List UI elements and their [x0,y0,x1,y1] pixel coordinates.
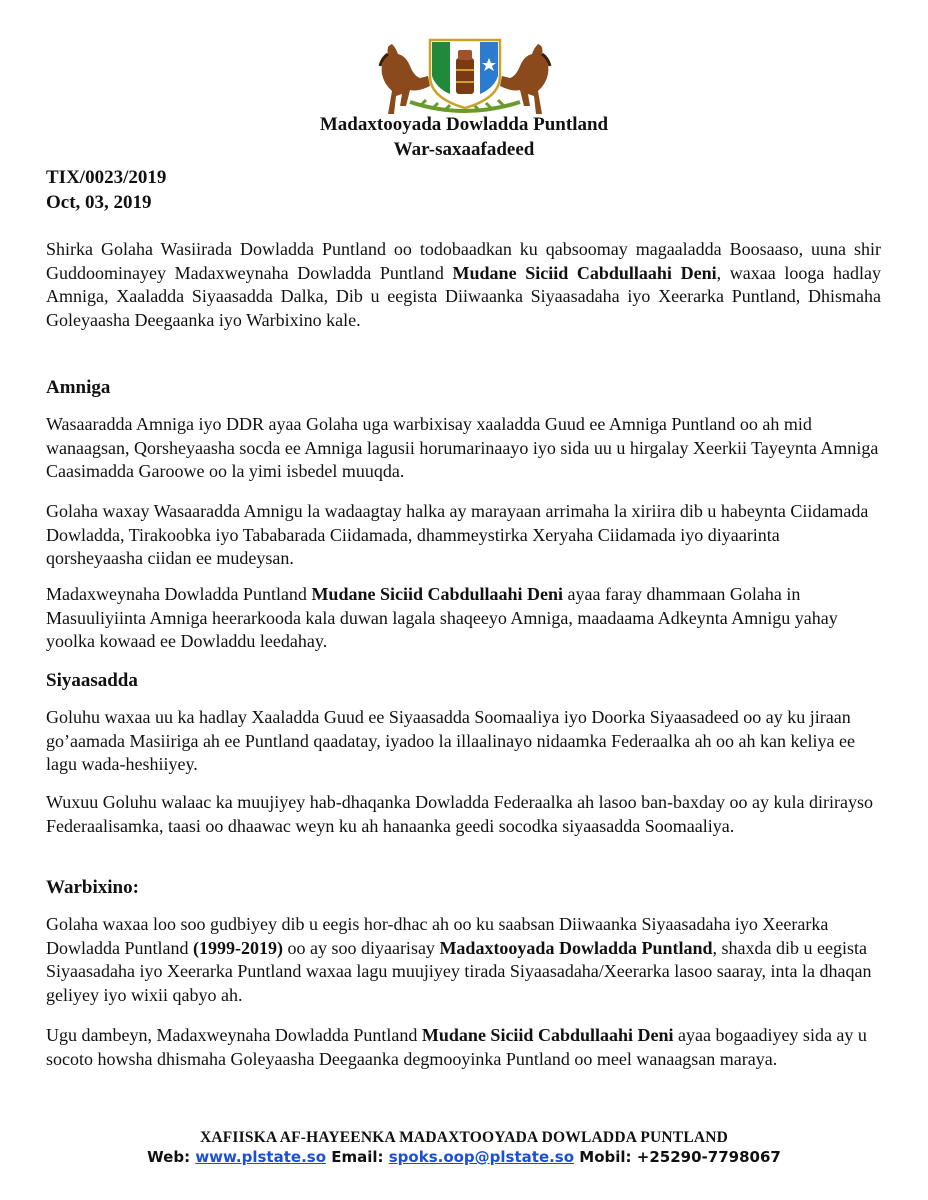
footer-office: XAFIISKA AF-HAYEENKA MADAXTOOYADA DOWLADDA PUNTLAND [199,1129,729,1146]
section-heading-warbixino: Warbixino: [46,877,139,898]
warbixino-p2-text-2: ayaa bogaadiyey sida ay u socoto howsha dhismaha Goleyaasha Deegaanka degmooyinka Puntland oo meel wanaagsan maraya. [46,1025,867,1069]
warbixino-p1-text-1: Golaha waxaa loo soo gudbiyey dib u eegis hor-dhac ah oo ku saabsan Diiwaanka Siyaasadaha iyo Xeerarka Dowladda Puntland [46,914,829,958]
footer-contacts [0,1148,928,1166]
section-heading-siyaasadda: Siyaasadda [46,670,138,691]
office-title: Madaxtooyada Dowladda Puntland [319,114,609,135]
warbixino-p1-years: (1999-2019) [192,937,283,958]
document-type: War-saxaafadeed [393,139,535,160]
warbixino-p2-text-1: Ugu dambeyn, Madaxweynaha Dowladda Puntland [46,1025,422,1045]
footer-web-link[interactable]: www.plstate.so [195,1148,326,1166]
warbixino-p2-president-name: Mudane Siciid Cabdullaahi Deni [421,1025,674,1045]
intro-text-1: Shirka Golaha Wasiirada Dowladda Puntland oo todobaadkan ku qabsoomay magaaladda Boosaaso, uuna shir Guddoominayey Madaxweynaha Dowladda Puntland [46,239,881,283]
amniga-paragraph-3 [46,583,881,654]
amniga-paragraph-2: Golaha waxay Wasaaradda Amnigu la wadaagtay halka ay marayaan arrimaha la xiriira dib u habeynta Ciidamada Dowladda, Tirakoobka iyo Tababarada Ciidamada, dhammeystirka Xeryaha Ciidamada iyo diyaarinta qorsheyaasha ciidan ee mudeysan. [46,501,869,568]
release-date: Oct, 03, 2019 [46,192,152,213]
intro-president-name: Mudane Siciid Cabdullaahi Deni [452,262,717,283]
footer-phone-label: Mobil: [579,1148,632,1166]
footer-web-label: Web: [147,1148,191,1166]
section-heading-amniga: Amniga [46,377,111,398]
warbixino-p1-text-2: oo ay soo diyaarisay [282,937,440,958]
footer-email-link[interactable]: spoks.oop@plstate.so [388,1148,575,1166]
amniga-p3-president-name: Mudane Siciid Cabdullaahi Deni [311,584,564,604]
footer-email-label: Email: [331,1148,384,1166]
siyaasadda-paragraph-2: Wuxuu Goluhu walaac ka muujiyey hab-dhaqanka Dowladda Federaalka ah lasoo ban-baxday oo ay kula dirirayso Federaalisamka, taasi oo dhaawac weyn ku ah hanaanka geedi socodka siyaasadda Soomaaliya. [46,792,873,836]
intro-paragraph [46,238,881,332]
amniga-p3-text-2: ayaa faray dhammaan Golaha in Masuuliyiinta Amniga heerarkooda kala duwan lagala shaqeeyo Amniga, maadaama Adkeynta Amnigu yahay yoolka kowaad ee Dowladdu leedahay. [46,584,838,651]
warbixino-paragraph-1 [46,913,881,1007]
amniga-paragraph-1: Wasaaradda Amniga iyo DDR ayaa Golaha uga warbixisay xaaladda Guud ee Amniga Puntland oo ah mid wanaagsan, Qorsheyaasha socda ee Amniga lagusii horumarinaayo iyo sida uu u hirgalay Xeerkii Tayeynta Amniga Caasimadda Garoowe oo la yimi isbedel muuqda. [46,414,879,481]
footer-phone: +25290-7798067 [636,1148,781,1166]
warbixino-p1-office: Madaxtooyada Dowladda Puntland [439,937,713,958]
warbixino-p1-text-3: , shaxda dib u eegista Siyaasadaha iyo Xeerarka Puntland waxaa lagu muujiyey tirada Siyaasadaha/Xeerarka lasoo saaray, inta la dhaqan geliyey iyo wixii qabyo ah. [46,937,872,1005]
siyaasadda-paragraph-1: Goluhu waxaa uu ka hadlay Xaaladda Guud ee Siyaasadda Soomaaliya iyo Doorka Siyaasadeed oo ay ku jiraan go’aamada Masiiriga ah ee Puntland qaadatay, iyadoo la illaalinayo nidaamka Federaalka ah oo ah kan keliya ee lagu wada-heshiiyey. [46,707,855,774]
amniga-p3-text-1: Madaxweynaha Dowladda Puntland [46,584,312,604]
reference-number: TIX/0023/2019 [46,167,167,188]
puntland-coat-of-arms-icon [370,36,560,116]
warbixino-paragraph-2 [46,1024,881,1071]
intro-text-2: , waxaa looga hadlay Amniga, Xaaladda Siyaasadda Dalka, Dib u eegista Diiwaanka Siyaasadaha iyo Xeerarka Puntland, Dhismaha Goleyaasha Deegaanka iyo Warbixino kale. [46,262,881,330]
